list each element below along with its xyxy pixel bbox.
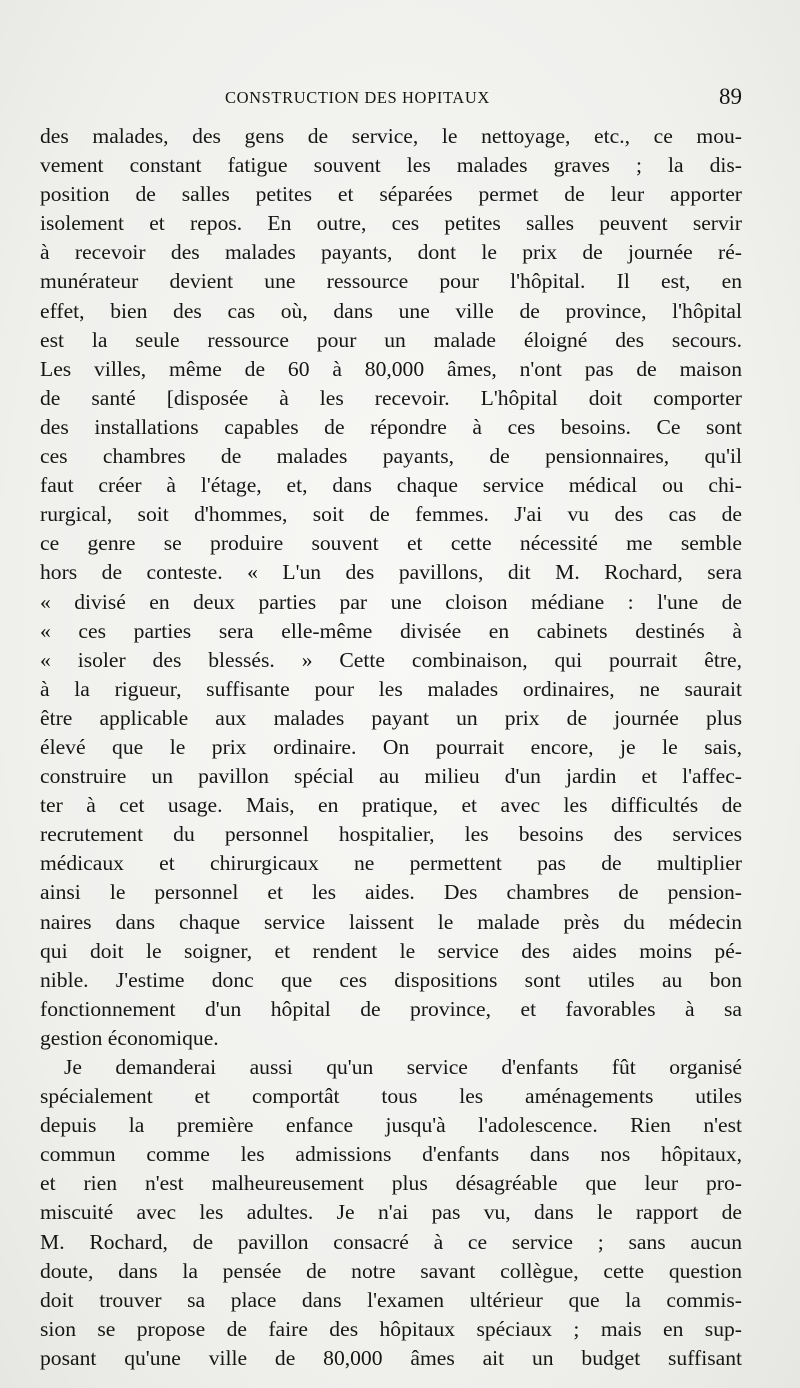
text-line: ces chambres de malades payants, de pensionnaires, qu'il [40,444,742,469]
text-line: ter à cet usage. Mais, en pratique, et avec les difficultés de [40,793,742,818]
text-line: hors de conteste. « L'un des pavillons, dit M. Rochard, sera [40,560,742,585]
text-line: « divisé en deux parties par une cloison médiane : l'une de [40,589,742,614]
text-line: « ces parties sera elle-même divisée en cabinets destinés à [40,618,742,643]
text-line: et rien n'est malheureusement plus désagréable que leur pro- [40,1171,742,1196]
text-line: rurgical, soit d'hommes, soit de femmes. J'ai vu des cas de [40,502,742,527]
page-number: 89 [719,84,742,109]
text-line: doute, dans la pensée de notre savant collègue, cette question [40,1258,742,1283]
text-line: spécialement et comportât tous les aménagements utiles [40,1084,742,1109]
text-line: des installations capables de répondre à ces besoins. Ce sont [40,414,742,439]
text-line: à recevoir des malades payants, dont le prix de journée ré- [40,240,742,265]
text-line: à la rigueur, suffisante pour les malades ordinaires, ne saurait [40,676,742,701]
text-line-paragraph-end: gestion économique. [40,1025,219,1050]
body-text [40,122,742,1373]
text-line: sion se propose de faire des hôpitaux spéciaux ; mais en sup- [40,1316,742,1341]
text-line: commun comme les admissions d'enfants dans nos hôpitaux, [40,1142,742,1167]
text-line: vement constant fatigue souvent les malades graves ; la dis- [40,153,742,178]
text-line: être applicable aux malades payant un prix de journée plus [40,705,742,730]
running-title: CONSTRUCTION DES HOPITAUX [225,88,490,107]
text-line: « isoler des blessés. » Cette combinaison, qui pourrait être, [40,647,742,672]
text-line: recrutement du personnel hospitalier, les besoins des services [40,822,742,847]
text-line: effet, bien des cas où, dans une ville de province, l'hôpital [40,298,742,323]
text-line: fonctionnement d'un hôpital de province, et favorables à sa [40,996,742,1021]
text-line: miscuité avec les adultes. Je n'ai pas vu, dans le rapport de [40,1200,742,1225]
text-line: nible. J'estime donc que ces dispositions sont utiles au bon [40,967,742,992]
text-line: médicaux et chirurgicaux ne permettent pas de multiplier [40,851,742,876]
text-line: position de salles petites et séparées permet de leur apporter [40,182,742,207]
text-line: est la seule ressource pour un malade éloigné des secours. [40,327,742,352]
text-line: isolement et repos. En outre, ces petites salles peuvent servir [40,211,742,236]
text-line: depuis la première enfance jusqu'à l'adolescence. Rien n'est [40,1113,742,1138]
text-line: naires dans chaque service laissent le malade près du médecin [40,909,742,934]
text-line: construire un pavillon spécial au milieu d'un jardin et l'affec- [40,764,742,789]
text-line: Les villes, même de 60 à 80,000 âmes, n'ont pas de maison [40,356,742,381]
text-line-paragraph-start: Je demanderai aussi qu'un service d'enfants fût organisé [64,1055,742,1079]
text-line: M. Rochard, de pavillon consacré à ce service ; sans aucun [40,1229,742,1254]
running-head [40,86,742,114]
text-line: de santé [disposée à les recevoir. L'hôpital doit comporter [40,385,742,410]
text-line: ce genre se produire souvent et cette nécessité me semble [40,531,742,556]
text-line: doit trouver sa place dans l'examen ultérieur que la commis- [40,1287,742,1312]
text-line: faut créer à l'étage, et, dans chaque service médical ou chi- [40,473,742,498]
text-line: munérateur devient une ressource pour l'hôpital. Il est, en [40,269,742,294]
text-line: des malades, des gens de service, le nettoyage, etc., ce mou- [40,124,742,148]
text-line: qui doit le soigner, et rendent le service des aides moins pé- [40,938,742,963]
text-line: élevé que le prix ordinaire. On pourrait encore, je le sais, [40,734,742,759]
text-line: posant qu'une ville de 80,000 âmes ait un budget suffisant [40,1345,742,1370]
text-line: ainsi le personnel et les aides. Des chambres de pension- [40,880,742,905]
